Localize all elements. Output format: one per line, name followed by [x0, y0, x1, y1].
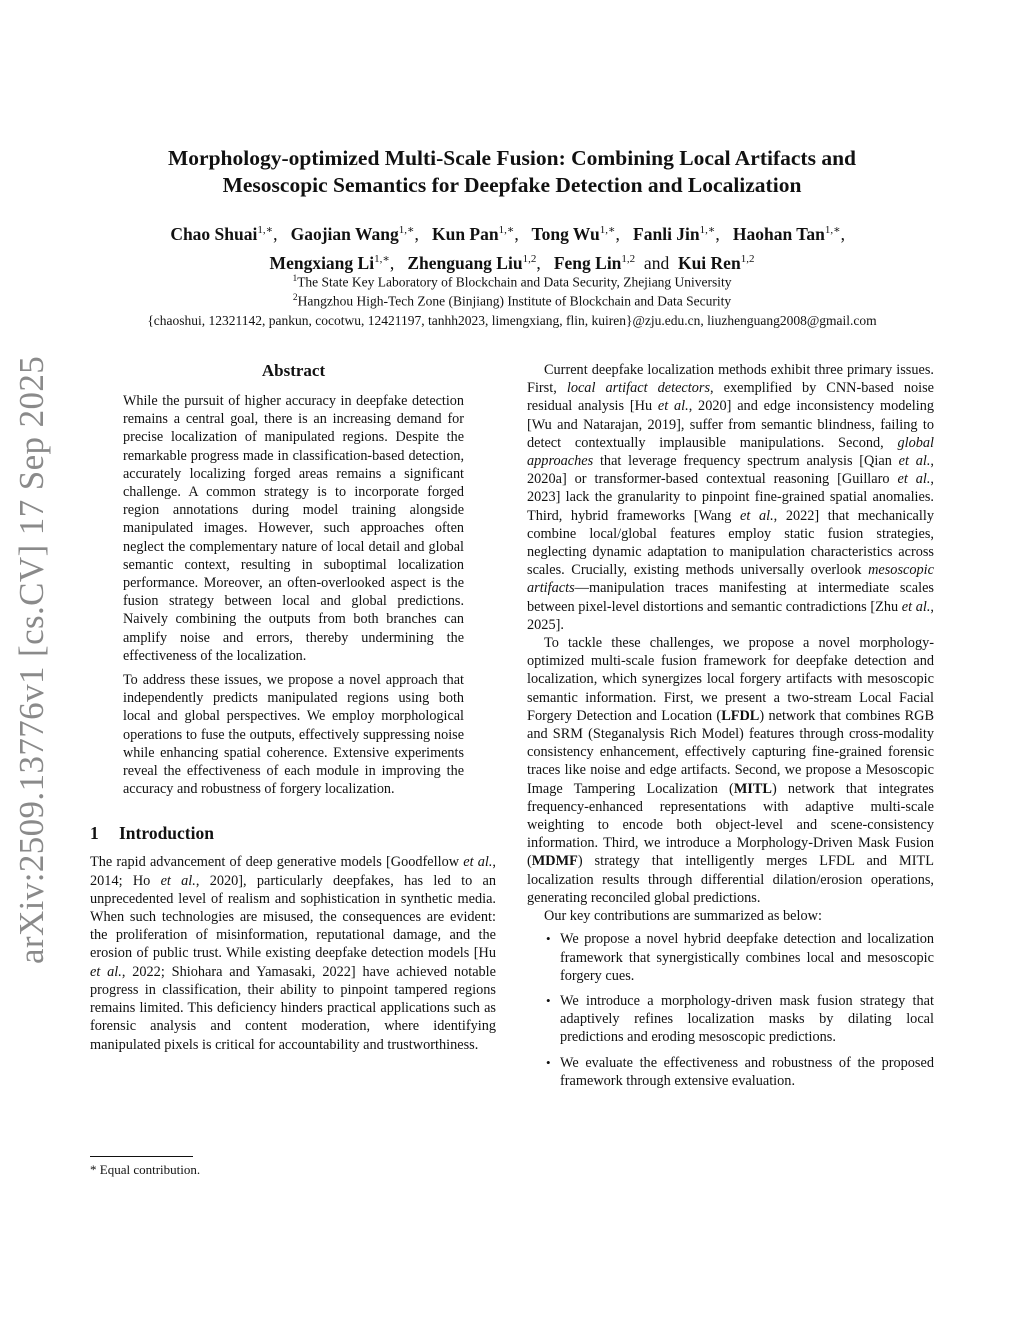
footnote: * Equal contribution. — [90, 1162, 201, 1177]
right-column — [527, 361, 934, 1097]
body-paragraph: To tackle these challenges, we propose a novel morphology-optimized multi-scale fusion framework for deepfake detection and localization, which synergizes local forgery artifacts with mesoscopic semantic information. First, we present a two-stream Local Facial Forgery Detection and Location (LFDL) network that combines RGB and SRM (Steganalysis Rich Model) features through cross-modality consistency enhancement, effectively capturing fine-grained forensic traces like noise and edge artifacts. Second, we propose a Mesoscopic Image Tampering Localization (MITL) network that integrates frequency-enhanced representations with adaptive multi-scale weighting to encode both object-level and scene-consistency information. Third, we introduce a Morphology-Driven Mask Fusion (MDMF) strategy that intelligently merges LFDL and MITL localization results through differential dilation/erosion operations, generating reconciled global predictions. — [527, 635, 934, 906]
abstract-heading: Abstract — [261, 361, 326, 380]
author-affiliation-mark: 1,2 — [621, 252, 636, 265]
affiliation-number: 2 — [292, 293, 298, 303]
affiliation-2 — [120, 289, 904, 311]
affiliation-text: The State Key Laboratory of Blockchain and Data Security, Zhejiang University — [297, 274, 732, 290]
author-emails: {chaoshui, 12321142, pankun, cocotwu, 12421197, tanhh2023, limengxiang, flin, kuiren}@zju.edu.cn, liuzhenguang2008@gmail.com — [147, 313, 877, 328]
affiliation-text: Hangzhou High-Tech Zone (Binjiang) Institute of Blockchain and Data Security — [297, 293, 732, 309]
introduction-heading — [90, 822, 496, 844]
author-list: Chao Shuai$^{1,∗}$, Gaojian Wang$^{1,∗}$, Kun Pan$^{1,∗}$, Tong $Wu^{1,∗}$, Fanli Jin$^{1,∗}$, Haohan Tan$^{1,∗}$, Mengxiang $Li^{1,∗}$, Zhenguang Liu$^{1,2}$, Feng Lin$^{1,2}$ and Kui Ren$^{1,2}$ — [170, 223, 854, 273]
paper-title — [100, 145, 924, 199]
abstract-paragraph: To address these issues, we propose a novel approach that independently predicts manipulated regions using both local and global perspectives. We employ morphological operations to fuse the outputs, effectively suppressing noise while enhancing spatial coherence. Extensive experiments reveal the effectiveness of each module in improving the accuracy and robustness of forgery localization. — [123, 672, 464, 798]
left-column — [90, 360, 496, 1054]
author-affiliation-mark: 1,2 — [522, 252, 537, 265]
author-name: Mengxiang Li — [269, 252, 375, 273]
author-affiliation-mark: 1,∗ — [374, 252, 390, 265]
section-title: Introduction — [119, 823, 214, 844]
author-affiliation-mark: 1,∗ — [824, 224, 841, 236]
author-and: and — [643, 252, 670, 273]
author-name: Feng Lin — [553, 252, 622, 273]
list-item — [527, 1054, 934, 1090]
bullet: • — [546, 931, 551, 947]
author-name: Tong Wu — [531, 223, 600, 244]
author-affiliation-mark: 1,2 — [740, 252, 755, 265]
author-name: Chao Shuai — [170, 223, 258, 244]
list-item-text: We evaluate the effectiveness and robustness of the proposed framework through extensive evaluation. — [560, 1054, 934, 1089]
author-affiliation-mark: 1,∗ — [699, 224, 716, 236]
footnote-rule — [90, 1156, 193, 1157]
arxiv-identifier: arXiv:2509.13776v1 [cs.CV] 17 Sep 2025 — [12, 355, 51, 964]
bullet: • — [546, 992, 551, 1008]
abstract — [123, 360, 464, 798]
bullet: • — [546, 1054, 551, 1070]
list-item-text: We propose a novel hybrid deepfake detection and localization framework that synergistically combines local and mesoscopic forgery cues. — [560, 931, 934, 984]
affiliation-number: 1 — [292, 274, 298, 284]
author-affiliation-mark: 1,∗ — [398, 224, 415, 236]
author-name: Gaojian Wang — [290, 223, 399, 244]
list-item — [527, 992, 934, 1047]
title-line-2: Mesoscopic Semantics for Deepfake Detection and Localization — [222, 173, 802, 197]
contributions-intro: Our key contributions are summarized as below: — [544, 908, 822, 925]
introduction-paragraph: The rapid advancement of deep generative models [Goodfellow et al., 2014; Ho et al., 2020], particularly deepfakes, has led to an unprecedented level of realism and sophistication in synthetic media. When such technologies are misused, the consequences are evident: the proliferation of misinformation, reputational damage, and the erosion of public trust. While existing deepfake detection models [Hu et al., 2022; Shiohara and Yamasaki, 2022] have achieved notable progress in classification, their ability to pinpoint tampered regions remains limited. This deficiency hinders practical applications such as forensic analysis and content moderation, where identifying manipulated pixels is critical for accountability and trustworthiness. — [90, 854, 497, 1053]
author-affiliation-mark: 1,∗ — [498, 224, 515, 236]
author-name: Fanli Jin — [633, 223, 700, 244]
abstract-paragraph: While the pursuit of higher accuracy in deepfake detection remains a central goal, there is an increasing demand for precise localization of manipulated regions. Despite the remarkable progress made in classification-based detection, accurately localizing forged areas remains a significant challenge. A common strategy is to incorporate forged region annotations during model training alongside manipulated images. However, such approaches often neglect the complementary nature of local detail and global semantic context, resulting in suboptimal localization performance. Moreover, an often-overlooked aspect is the fusion strategy between local and global predictions. Naively combining the outputs from both branches can amplify noise and errors, thereby undermining the effectiveness of the localization. — [123, 393, 464, 664]
author-name: Haohan Tan — [732, 223, 825, 244]
author-name: Zhenguang Liu — [407, 252, 523, 273]
contributions-list — [527, 930, 934, 1090]
author-affiliation-mark: 1,∗ — [599, 224, 616, 236]
author-name: Kun Pan — [431, 223, 499, 244]
body-paragraph: Current deepfake localization methods exhibit three primary issues. First, local artifact detectors, exemplified by CNN-based noise residual analysis [Hu et al., 2020] and edge inconsistency modeling [Wu and Natarajan, 2019], suffer from semantic blindness, failing to detect contextually implausible manipulations. Second, global approaches that leverage frequency spectrum analysis [Qian et al., 2020a] or transformer-based contextual reasoning [Guillaro et al., 2023] lack the granularity to pinpoint fine-grained spatial anomalies. Third, hybrid frameworks [Wang et al., 2022] that mechanically combine local/global features employ static fusion strategies, neglecting dynamic adaptation to manipulation characteristics across scales. Crucially, existing methods universally overlook mesoscopic artifacts—manipulation traces manifesting at intermediate scales between pixel-level distortions and semantic contradictions [Zhu et al., 2025]. — [527, 362, 934, 633]
title-line-1: Morphology-optimized Multi-Scale Fusion: Combining Local Artifacts and — [168, 146, 856, 170]
list-item — [527, 930, 934, 985]
list-item-text: We introduce a morphology-driven mask fusion strategy that adaptively refines localization masks by dilating local predictions and eroding mesoscopic predictions. — [560, 992, 934, 1046]
author-name: Kui Ren — [677, 252, 741, 273]
author-affiliation-mark: 1,∗ — [257, 224, 274, 236]
section-number: 1 — [90, 823, 99, 844]
